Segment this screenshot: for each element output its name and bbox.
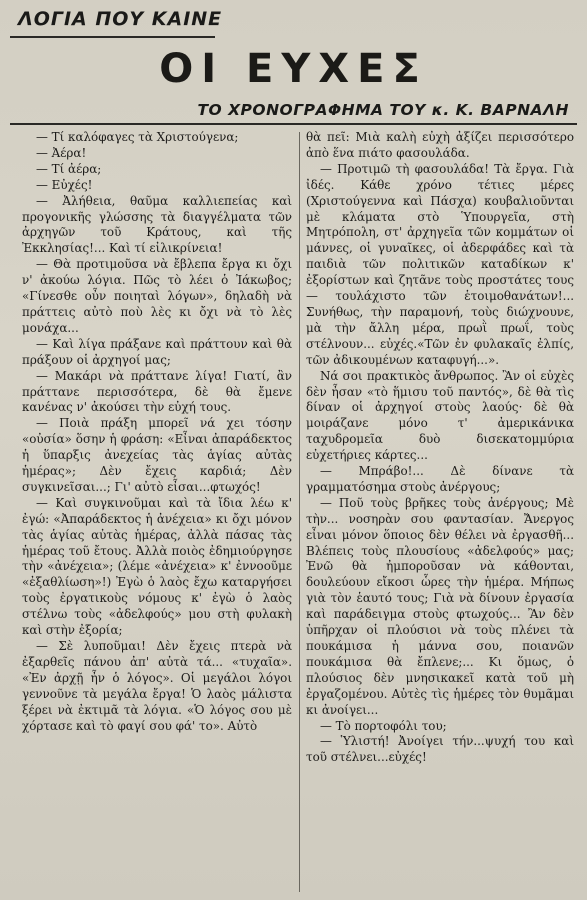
paragraph: — Θὰ προτιμοῦσα νὰ ἔβλεπα ἔργα κι ὄχι ν' ἀκούω λόγια. Πῶς τὸ λέει ὁ Ἰάκωβος; «Γίνεσθε οὖν ποιηταὶ λόγων», δηλαδὴ νὰ πράττεις αὐτὸ ποὺ λὲς κι ὄχι νὰ τὸ λὲς μονάχα... [22, 257, 292, 335]
paragraph: — Ἀλήθεια, θαῦμα καλλιεπείας καὶ προγονικῆς γλώσσης τὰ διαγγέλματα τῶν ἀρχηγῶν τοῦ Κράτους, καὶ τῆς Ἐκκλησίας!... Καὶ τί εἰλικρίνεια! [22, 193, 292, 256]
paragraph: — Τὸ πορτοφόλι του; [320, 718, 447, 733]
paragraph: — Σὲ λυποῦμαι! Δὲν ἔχεις πτερὰ νὰ ἐξαρθεῖς πάνου ἀπ' αὐτὰ τά... «τυχαῖα». «Ἐν ἀρχῇ ἦν ὁ λόγος». Οἱ μεγάλοι λόγοι γεννοῦνε τὰ μεγάλα ἔργα! Ὁ λαὸς μάλιστα ξέρει νὰ ἐκτιμᾶ τὰ λόγια. «Ὁ λόγος σου μὲ χόρτασε καὶ τὸ φαγί σου φά' το». Αὐτὸ [22, 639, 292, 733]
paragraph: — Καὶ συγκινοῦμαι καὶ τὰ ἴδια λέω κ' ἐγώ: «Ἀπαράδεκτος ἡ ἀνέχεια» κι ὄχι μόνον τὰς ἁγίας αὐτὰς ἡμέρας, ἀλλὰ πάσας τὰς ἡμέρας τοῦ ἔτους. Ἀλλὰ ποιὸς ἐδημιούργησε τὴν «ἀνέχεια»; (λέμε «ἀνέχεια» κ' ἐννοοῦμε «ἐξαθλίωση»!) Ἐγὼ ὁ λαὸς ἔχω καταργήσει τοὺς ἐργατικοὺς νόμους κ' ἐγὼ ὁ λαὸς στέλνω τοὺς «ἀδελφούς» μου στὴ φυλακὴ καὶ στὴν ἐξορία; [22, 495, 292, 638]
paragraph: — Ὑλιστή! Ἀνοίγει τήν...ψυχή του καὶ τοῦ στέλνει...εὐχές! [306, 734, 574, 765]
paragraph: — Ποῦ τοὺς βρῆκες τοὺς ἀνέργους; Μὲ τὴν... νοσηρὰν σου φαντασίαν. Ἄνεργος εἶναι μόνον ὅποιος δὲν θέλει νὰ ἐργασθῆ... Βλέπεις τοὺς πλουσίους «ἀδελφούς» μας; Ἐνῶ θὰ ἠμποροῦσαν νὰ κάθονται, δουλεύουν εἴκοσι ὧρες τὴν ἡμέρα. Μήπως γιὰ τὸν ἑαυτό τους; Γιὰ νὰ δίνουν ἐργασία καὶ παράδειγμα στοὺς φτωχούς... Ἂν δὲν ὑπῆρχαν οἱ πλούσιοι νὰ τοὺς πλένει τὰ πουκάμισα ἡ μάννα σου, ποιανῶν πουκάμισα θὰ ἔπλενε;... Κι ὅμως, ὁ πλούσιος δὲν μνησικακεῖ κατὰ τοῦ μὴ ἐργαζομένου. Αὐτὲς τὶς ἡμέρες τὸν θυμᾶμαι κι ἀνοίγει... [306, 495, 574, 717]
paragraph: — Μπράβο!... Δὲ δίνανε τὰ γραμματόσημα στοὺς ἀνέργους; [306, 464, 574, 494]
section-label: ΛΟΓΙΑ ΠΟΥ ΚΑΙΝΕ [18, 8, 223, 30]
paragraph: — Προτιμῶ τὴ φασουλάδα! Τὰ ἔργα. Γιὰ ἰδές. Κάθε χρόνο τέτιες μέρες (Χριστούγεννα καὶ Πάσχα) κουβαλιοῦνται μὲ κλάματα στὸ Ὑπουργεῖα, στὴ Μητρόπολη, στ' ἀρχηγεῖα τῶν κομμάτων οἱ μάννες, οἱ γυναῖκες, οἱ ἀδερφάδες καὶ τὰ παιδιὰ τῶν πολιτικῶν καταδίκων κ' ἐξορίστων καὶ ζητᾶνε τοὺς προστάτες τους — τουλάχιστο τῶν ἑτοιμοθανάτων!... Συνήθως, τὴν παραμονή, τοὺς διώχνουνε, μὰ τὴν ἄλλη μέρα, πρωῒ πρωΐ, τοὺς στέλνουν... εὐχές.«Τῶν ἐν φυλακαῖς ἐλπίς, τῶν ἀδικουμένων καταφυγή...». [306, 161, 574, 367]
article-headline: ΟΙ ΕΥΧΕΣ [159, 46, 428, 92]
paragraph: — Τί ἀέρα; [36, 161, 102, 176]
column-divider [299, 132, 300, 892]
article-byline: ΤΟ ΧΡΟΝΟΓΡΑΦΗΜΑ ΤΟΥ κ. Κ. ΒΑΡΝΑΛΗ [197, 101, 569, 119]
paragraph: — Ποιὰ πράξη μπορεῖ νά χει τόσην «οὐσία» ὅσην ἡ φράση: «Εἶναι ἀπαράδεκτος ἡ ὕπαρξις ἀνεχείας τὰς ἁγίας αὐτὰς ἡμέρας»; Δὲν ἔχεις καρδιά; Δὲν συγκινεῖσαι...; Γι' αὐτὸ εἶσαι...φτωχός! [22, 416, 292, 494]
paragraph: Νά σοι πρακτικὸς ἄνθρωπος. Ἂν οἱ εὐχὲς δὲν ἦσαν «τὸ ἥμισυ τοῦ παντός», δὲ θὰ τὶς δίναν οἱ ἀρχηγοί στοὺς λαούς· δὲ θὰ μοιράζανε μόνο τ' ἀμερικάνικα ταχυδρομεῖα δυὸ δισεκατομμύρια εὐχετήριες κάρτες... [306, 368, 574, 463]
paragraph: — Ἀέρα! [36, 145, 87, 160]
left-column [22, 130, 292, 895]
paragraph: — Τί καλόφαγες τὰ Χριστούγενα; [36, 130, 239, 144]
paragraph: — Εὐχές! [36, 177, 93, 192]
section-underline [10, 36, 215, 38]
byline-rule [10, 123, 577, 125]
paragraph: θὰ πεῖ: Μιὰ καλὴ εὐχὴ ἀξίζει περισσότερο ἀπὸ ἕνα πιάτο φασουλάδα. [306, 130, 574, 160]
paragraph: — Καὶ λίγα πράξανε καὶ πράττουν καὶ θὰ πράξουν οἱ ἀρχηγοί μας; [22, 336, 292, 367]
right-column [306, 130, 574, 895]
paragraph: — Μακάρι νὰ πράττανε λίγα! Γιατί, ἂν πράττανε περισσότερα, δὲ θὰ ἔμενε κανένας ν' ἀκούσει τὴν εὐχή τους. [22, 368, 292, 415]
